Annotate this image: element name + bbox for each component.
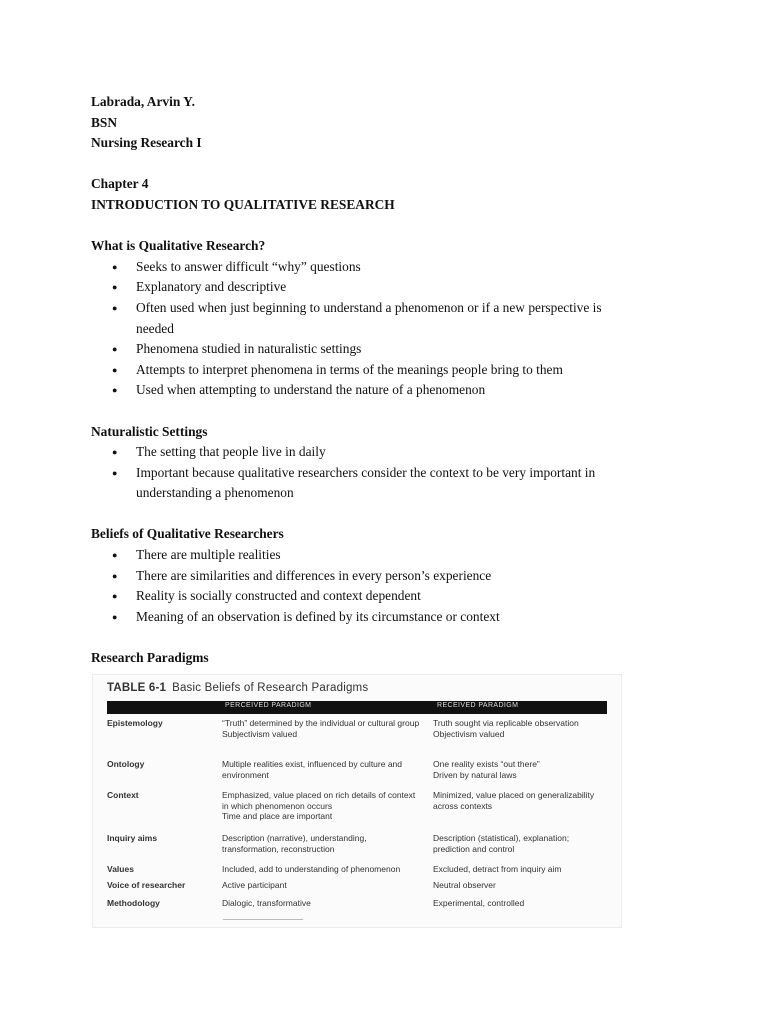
bullet-list-naturalistic <box>91 442 621 504</box>
row-label: Epistemology <box>107 718 163 728</box>
list-item: ● Reality is socially constructed and context dependent <box>91 586 621 607</box>
spacer <box>91 627 691 648</box>
received-cell: Neutral observer <box>433 880 496 890</box>
row-label: Context <box>107 790 139 800</box>
row-label: Methodology <box>107 898 160 908</box>
received-cell: Description (statistical), explanation; prediction and control <box>433 833 570 854</box>
list-item: ● Explanatory and descriptive <box>91 277 621 298</box>
document-body <box>91 92 691 669</box>
perceived-cell: Description (narrative), understanding, transformation, reconstruction <box>222 833 367 854</box>
perceived-cell: Active participant <box>222 880 287 890</box>
list-item: ● The setting that people live in daily <box>91 442 621 463</box>
list-item: ● Often used when just beginning to understand a phenomenon or if a new perspective is needed <box>91 298 621 339</box>
received-cell: One reality exists “out there” Driven by natural laws <box>433 759 540 780</box>
perceived-cell: “Truth” determined by the individual or cultural group Subjectivism valued <box>222 718 420 739</box>
list-item: ● Important because qualitative researchers consider the context to be very important in understanding a phenomenon <box>91 463 621 504</box>
row-label: Values <box>107 864 134 874</box>
table-number: TABLE 6-1 <box>107 682 167 694</box>
list-item: ● Meaning of an observation is defined by its circumstance or context <box>91 607 621 628</box>
research-paradigms-table-image <box>92 674 622 928</box>
spacer <box>91 216 691 237</box>
list-item: ● There are multiple realities <box>91 545 621 566</box>
perceived-cell: Dialogic, transformative <box>222 898 311 908</box>
column-header-received: RECEIVED PARADIGM <box>437 702 519 709</box>
section-heading-naturalistic: Naturalistic Settings <box>91 423 208 439</box>
divider <box>223 919 303 920</box>
spacer <box>91 401 691 422</box>
row-label: Ontology <box>107 759 145 769</box>
table-title <box>107 682 368 694</box>
perceived-cell: Included, add to understanding of phenomenon <box>222 864 401 874</box>
received-cell: Minimized, value placed on generalizability across contexts <box>433 790 595 811</box>
perceived-cell: Emphasized, value placed on rich details of context in which phenomenon occurs Time and place are important <box>222 790 416 821</box>
row-label: Inquiry aims <box>107 833 158 843</box>
table-header-bar <box>107 701 607 714</box>
list-item: ● Used when attempting to understand the nature of a phenomenon <box>91 380 621 401</box>
received-cell: Experimental, controlled <box>433 898 525 908</box>
list-item: ● Phenomena studied in naturalistic settings <box>91 339 621 360</box>
list-item: ● Seeks to answer difficult “why” questions <box>91 257 621 278</box>
received-cell: Excluded, detract from inquiry aim <box>433 864 562 874</box>
course-label: Nursing Research I <box>91 135 202 151</box>
spacer <box>91 154 691 175</box>
table-caption: Basic Beliefs of Research Paradigms <box>172 682 369 694</box>
list-item: ● Attempts to interpret phenomena in terms of the meanings people bring to them <box>91 360 621 381</box>
spacer <box>91 504 691 525</box>
bullet-list-beliefs <box>91 545 621 627</box>
row-label: Voice of researcher <box>107 880 186 890</box>
chapter-title: INTRODUCTION TO QUALITATIVE RESEARCH <box>91 196 395 212</box>
section-heading-paradigms: Research Paradigms <box>91 650 209 666</box>
chapter-label: Chapter 4 <box>91 176 149 192</box>
perceived-cell: Multiple realities exist, influenced by culture and environment <box>222 759 403 780</box>
list-item: ● There are similarities and differences in every person’s experience <box>91 566 621 587</box>
column-header-perceived: PERCEIVED PARADIGM <box>225 702 312 709</box>
program-label: BSN <box>91 114 118 130</box>
received-cell: Truth sought via replicable observation Objectivism valued <box>433 718 579 739</box>
section-heading-what-is: What is Qualitative Research? <box>91 238 266 254</box>
bullet-list-what-is <box>91 257 621 401</box>
author-name: Labrada, Arvin Y. <box>91 94 195 109</box>
section-heading-beliefs: Beliefs of Qualitative Researchers <box>91 526 284 542</box>
